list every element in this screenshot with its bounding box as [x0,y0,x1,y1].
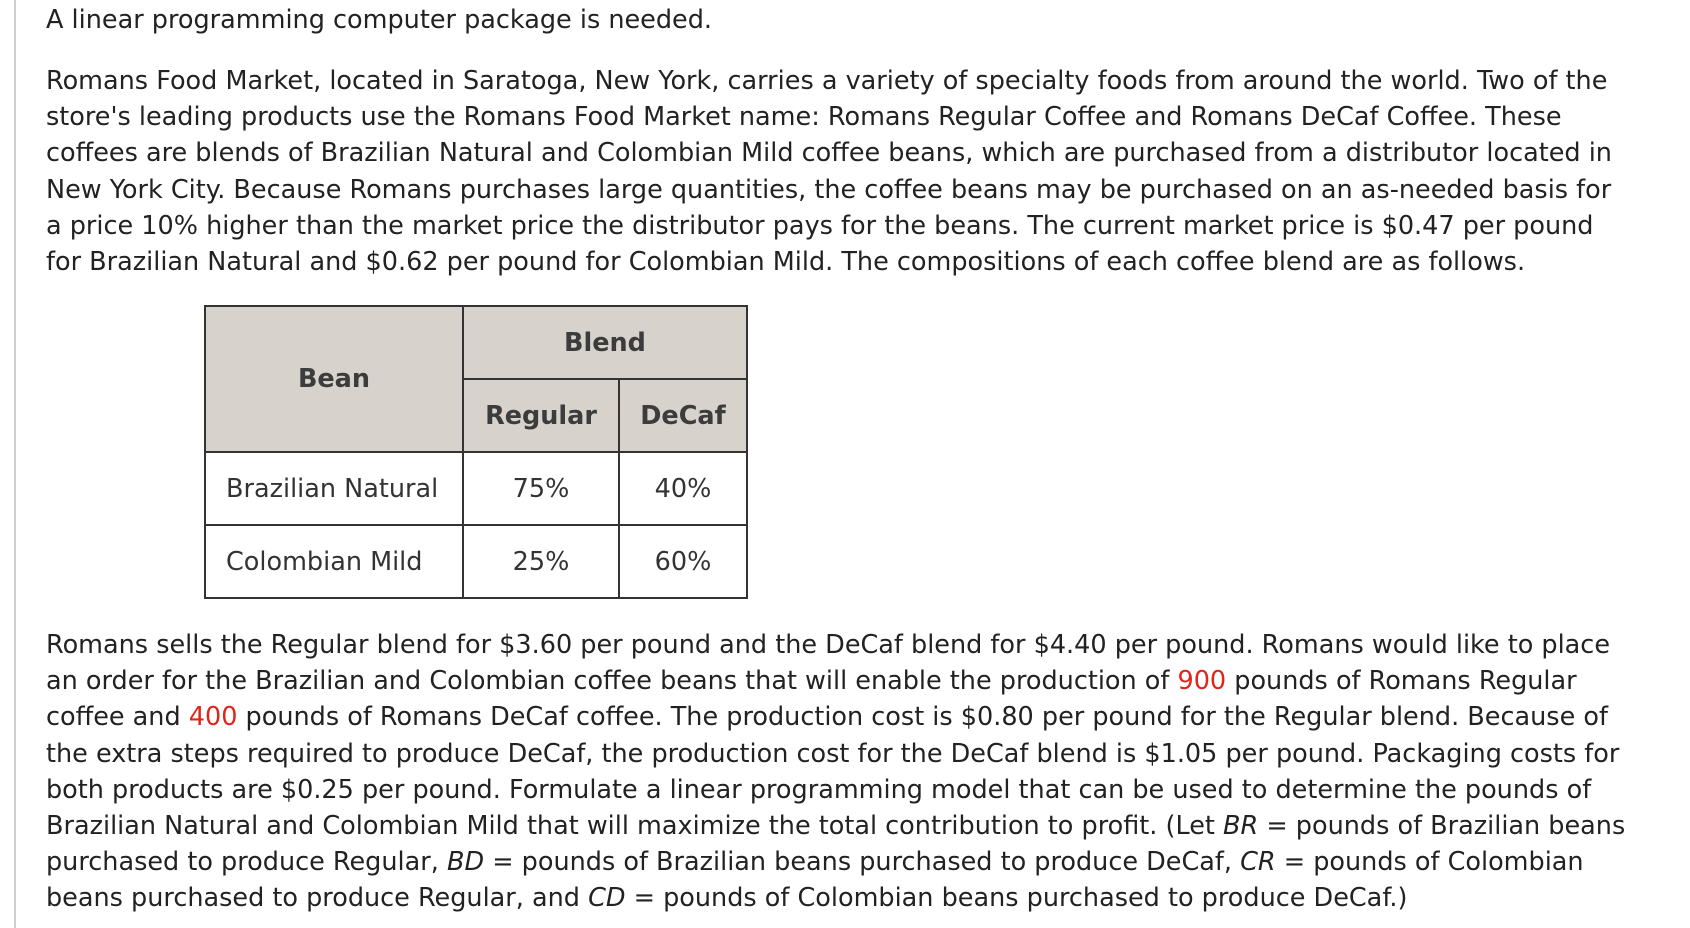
paragraph-2-line: the extra steps required to produce DeCaf, the production cost for the DeCaf blend is $1.05 per pound. Packaging costs for [46,738,1620,769]
decaf-percent-cell: 40% [619,452,747,525]
variable-bd: BD [446,847,485,878]
table-header-row [205,306,747,379]
regular-pounds-value: 900 [1177,666,1227,697]
paragraph-2-line [46,844,1625,880]
variable-cd: CD [588,883,626,914]
regular-percent-cell: 75% [463,452,619,525]
paragraph-1-line: a price 10% higher than the market price the distributor pays for the beans. The current market price is $0.47 per pound [46,210,1594,241]
decaf-percent-cell: 60% [619,525,747,598]
paragraph-2-line [46,699,1625,735]
left-border-rule [14,0,16,928]
table-row [205,452,747,525]
text-run: = pounds of Brazilian beans purchased to produce DeCaf, [484,847,1241,878]
blend-column-header: Blend [463,306,747,379]
table-row [205,525,747,598]
variable-br: BR [1223,811,1259,842]
blend-composition-table [204,305,748,599]
text-run: pounds of Romans Regular [1226,666,1577,697]
decaf-pounds-value: 400 [188,702,238,733]
variable-cr: CR [1240,847,1276,878]
paragraph-2-line [46,880,1625,916]
text-run: = pounds of Colombian [1275,847,1584,878]
paragraph-1-line: store's leading products use the Romans Food Market name: Romans Regular Coffee and Romans DeCaf Coffee. These [46,102,1562,133]
intro-text: A linear programming computer package is needed. [46,5,713,35]
decaf-column-header: DeCaf [619,379,747,452]
regular-percent-cell: 25% [463,525,619,598]
bean-column-header: Bean [205,306,463,452]
paragraph-1-line: for Brazilian Natural and $0.62 per pound for Colombian Mild. The compositions of each coffee blend are as follows. [46,247,1526,278]
text-run: beans purchased to produce Regular, and [46,883,589,914]
text-run: purchased to produce Regular, [46,847,447,878]
text-run: Brazilian Natural and Colombian Mild that will maximize the total contribution to profit. (Let [46,811,1223,842]
text-run: an order for the Brazilian and Colombian coffee beans that will enable the production of [46,666,1178,697]
paragraph-2-line [46,663,1625,699]
problem-paragraph-2 [46,627,1625,917]
paragraph-2-line: Romans sells the Regular blend for $3.60 per pound and the DeCaf blend for $4.40 per pound. Romans would like to place [46,630,1611,660]
bean-name-cell: Colombian Mild [205,525,463,598]
paragraph-2-line: both products are $0.25 per pound. Formulate a linear programming model that can be used to determine the pounds of [46,774,1592,805]
regular-column-header: Regular [463,379,619,452]
text-run: = pounds of Colombian beans purchased to produce DeCaf.) [625,883,1408,914]
bean-name-cell: Brazilian Natural [205,452,463,525]
text-run: pounds of Romans DeCaf coffee. The production cost is $0.80 per pound for the Regular blend. Because of [237,702,1608,733]
problem-paragraph-1 [46,63,1612,280]
text-run: = pounds of Brazilian beans [1258,811,1626,842]
paragraph-1-line: New York City. Because Romans purchases large quantities, the coffee beans may be purchased on an as-needed basis for [46,174,1612,205]
paragraph-1-line: coffees are blends of Brazilian Natural and Colombian Mild coffee beans, which are purchased from a distributor located in [46,138,1612,169]
paragraph-2-line [46,808,1625,844]
text-run: coffee and [46,702,189,733]
paragraph-1-line: Romans Food Market, located in Saratoga, New York, carries a variety of specialty foods from around the world. Two of the [46,66,1608,96]
